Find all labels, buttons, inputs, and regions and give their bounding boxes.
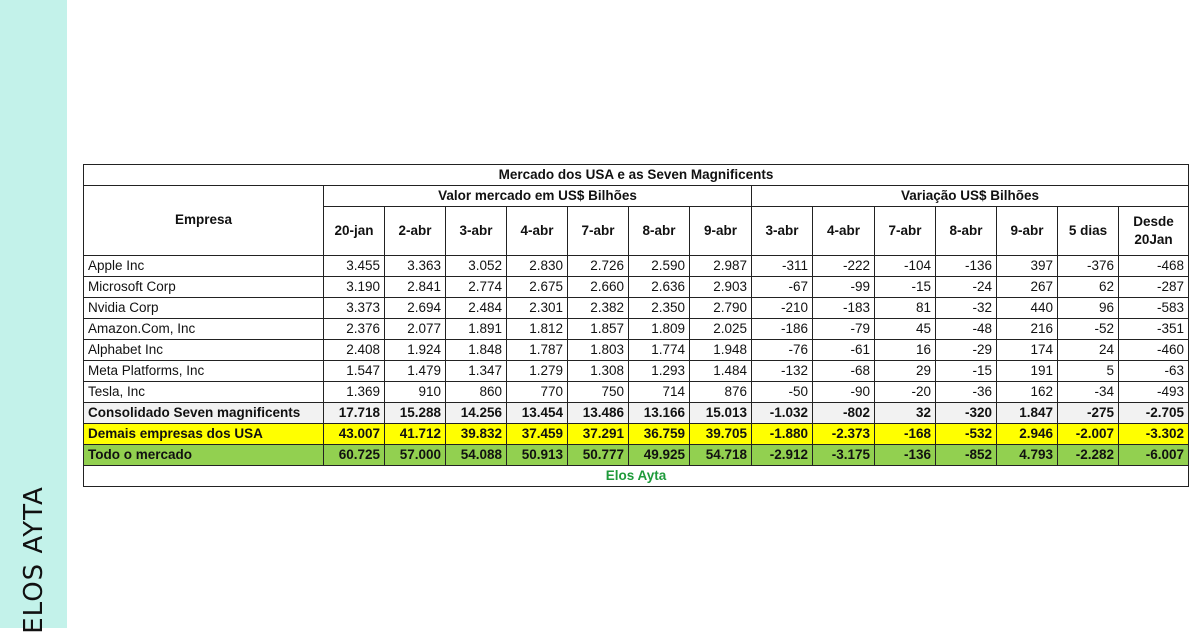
table-row	[84, 298, 1189, 319]
valor-cell: 750	[568, 382, 629, 403]
valor-cell: 714	[629, 382, 690, 403]
variacao-date-header: 7-abr	[875, 207, 936, 256]
variacao-cell: -3.302	[1119, 424, 1189, 445]
variacao-cell: 45	[875, 319, 936, 340]
variacao-date-header: 9-abr	[997, 207, 1058, 256]
variacao-cell: -1.032	[752, 403, 813, 424]
valor-cell: 2.408	[324, 340, 385, 361]
company-name: Demais empresas dos USA	[84, 424, 324, 445]
valor-cell: 13.486	[568, 403, 629, 424]
variacao-cell: -493	[1119, 382, 1189, 403]
valor-cell: 2.660	[568, 277, 629, 298]
valor-cell: 39.832	[446, 424, 507, 445]
valor-cell: 1.857	[568, 319, 629, 340]
valor-cell: 2.830	[507, 256, 568, 277]
valor-cell: 2.790	[690, 298, 752, 319]
variacao-cell: -1.880	[752, 424, 813, 445]
company-name: Microsoft Corp	[84, 277, 324, 298]
variacao-cell: 162	[997, 382, 1058, 403]
variacao-cell: -2.912	[752, 445, 813, 466]
variacao-cell: -132	[752, 361, 813, 382]
variacao-cell: -287	[1119, 277, 1189, 298]
valor-cell: 15.013	[690, 403, 752, 424]
variacao-date-header: 8-abr	[936, 207, 997, 256]
variacao-cell: -802	[813, 403, 875, 424]
valor-cell: 50.777	[568, 445, 629, 466]
valor-cell: 2.903	[690, 277, 752, 298]
variacao-cell: -136	[875, 445, 936, 466]
valor-cell: 2.025	[690, 319, 752, 340]
variacao-cell: -24	[936, 277, 997, 298]
valor-cell: 1.787	[507, 340, 568, 361]
variacao-cell: -532	[936, 424, 997, 445]
valor-cell: 2.350	[629, 298, 690, 319]
variacao-cell: -104	[875, 256, 936, 277]
valor-cell: 1.308	[568, 361, 629, 382]
variacao-cell: -2.282	[1058, 445, 1119, 466]
valor-cell: 1.479	[385, 361, 446, 382]
table-row	[84, 319, 1189, 340]
variacao-cell: 29	[875, 361, 936, 382]
variacao-cell: -32	[936, 298, 997, 319]
variacao-cell: 397	[997, 256, 1058, 277]
valor-cell: 1.369	[324, 382, 385, 403]
desde-header	[1119, 207, 1189, 256]
variacao-cell: 62	[1058, 277, 1119, 298]
variacao-group-header: Variação US$ Bilhões	[752, 186, 1189, 207]
valor-date-header: 8-abr	[629, 207, 690, 256]
summary-row-consol	[84, 403, 1189, 424]
valor-cell: 2.484	[446, 298, 507, 319]
variacao-cell: 16	[875, 340, 936, 361]
variacao-cell: -468	[1119, 256, 1189, 277]
variacao-cell: -136	[936, 256, 997, 277]
table-row	[84, 382, 1189, 403]
variacao-date-header: 4-abr	[813, 207, 875, 256]
variacao-cell: 267	[997, 277, 1058, 298]
variacao-cell: 191	[997, 361, 1058, 382]
valor-cell: 49.925	[629, 445, 690, 466]
valor-cell: 1.279	[507, 361, 568, 382]
valor-cell: 39.705	[690, 424, 752, 445]
valor-cell: 3.373	[324, 298, 385, 319]
variacao-cell: -34	[1058, 382, 1119, 403]
variacao-cell: -61	[813, 340, 875, 361]
variacao-cell: -168	[875, 424, 936, 445]
empresa-header: Empresa	[84, 186, 324, 256]
table-row	[84, 361, 1189, 382]
variacao-cell: -50	[752, 382, 813, 403]
valor-cell: 2.694	[385, 298, 446, 319]
variacao-cell: -79	[813, 319, 875, 340]
variacao-cell: -6.007	[1119, 445, 1189, 466]
desde-line2: 20Jan	[1134, 232, 1173, 247]
valor-cell: 876	[690, 382, 752, 403]
valor-cell: 860	[446, 382, 507, 403]
company-name: Meta Platforms, Inc	[84, 361, 324, 382]
valor-cell: 2.841	[385, 277, 446, 298]
valor-cell: 1.809	[629, 319, 690, 340]
summary-row-demais	[84, 424, 1189, 445]
variacao-cell: -20	[875, 382, 936, 403]
variacao-cell: -460	[1119, 340, 1189, 361]
valor-date-header: 7-abr	[568, 207, 629, 256]
table-footer-credit: Elos Ayta	[84, 466, 1189, 487]
valor-cell: 2.301	[507, 298, 568, 319]
valor-date-header: 2-abr	[385, 207, 446, 256]
valor-cell: 41.712	[385, 424, 446, 445]
valor-cell: 54.088	[446, 445, 507, 466]
company-name: Nvidia Corp	[84, 298, 324, 319]
valor-cell: 1.347	[446, 361, 507, 382]
variacao-cell: -3.175	[813, 445, 875, 466]
variacao-cell: -2.007	[1058, 424, 1119, 445]
variacao-cell: -183	[813, 298, 875, 319]
valor-cell: 43.007	[324, 424, 385, 445]
variacao-cell: -15	[875, 277, 936, 298]
valor-cell: 2.774	[446, 277, 507, 298]
variacao-cell: 5	[1058, 361, 1119, 382]
variacao-cell: 216	[997, 319, 1058, 340]
valor-cell: 37.291	[568, 424, 629, 445]
summary-row-todo	[84, 445, 1189, 466]
valor-date-header: 20-jan	[324, 207, 385, 256]
variacao-cell: 32	[875, 403, 936, 424]
market-table	[83, 164, 1189, 487]
variacao-date-header: 5 dias	[1058, 207, 1119, 256]
valor-cell: 1.948	[690, 340, 752, 361]
valor-cell: 17.718	[324, 403, 385, 424]
valor-date-header: 4-abr	[507, 207, 568, 256]
valor-cell: 57.000	[385, 445, 446, 466]
valor-cell: 1.848	[446, 340, 507, 361]
valor-cell: 1.547	[324, 361, 385, 382]
valor-cell: 3.363	[385, 256, 446, 277]
valor-group-header: Valor mercado em US$ Bilhões	[324, 186, 752, 207]
variacao-cell: -852	[936, 445, 997, 466]
variacao-cell: 174	[997, 340, 1058, 361]
valor-cell: 3.052	[446, 256, 507, 277]
variacao-cell: -583	[1119, 298, 1189, 319]
variacao-cell: -2.705	[1119, 403, 1189, 424]
valor-cell: 1.812	[507, 319, 568, 340]
company-name: Alphabet Inc	[84, 340, 324, 361]
valor-cell: 2.726	[568, 256, 629, 277]
valor-cell: 1.803	[568, 340, 629, 361]
valor-cell: 50.913	[507, 445, 568, 466]
variacao-cell: 96	[1058, 298, 1119, 319]
valor-cell: 1.293	[629, 361, 690, 382]
table-row	[84, 256, 1189, 277]
valor-date-header: 3-abr	[446, 207, 507, 256]
variacao-cell: 440	[997, 298, 1058, 319]
variacao-cell: -311	[752, 256, 813, 277]
variacao-cell: -186	[752, 319, 813, 340]
company-name: Todo o mercado	[84, 445, 324, 466]
table-title: Mercado dos USA e as Seven Magnificents	[84, 165, 1189, 186]
valor-cell: 1.484	[690, 361, 752, 382]
valor-cell: 1.891	[446, 319, 507, 340]
variacao-date-header: 3-abr	[752, 207, 813, 256]
valor-cell: 770	[507, 382, 568, 403]
valor-cell: 36.759	[629, 424, 690, 445]
valor-cell: 14.256	[446, 403, 507, 424]
variacao-cell: -320	[936, 403, 997, 424]
table-row	[84, 277, 1189, 298]
valor-cell: 37.459	[507, 424, 568, 445]
variacao-cell: -36	[936, 382, 997, 403]
valor-cell: 13.166	[629, 403, 690, 424]
valor-cell: 3.190	[324, 277, 385, 298]
valor-cell: 2.382	[568, 298, 629, 319]
valor-cell: 2.077	[385, 319, 446, 340]
variacao-cell: -68	[813, 361, 875, 382]
variacao-cell: 2.946	[997, 424, 1058, 445]
valor-cell: 60.725	[324, 445, 385, 466]
variacao-cell: 81	[875, 298, 936, 319]
valor-cell: 2.987	[690, 256, 752, 277]
variacao-cell: -351	[1119, 319, 1189, 340]
variacao-cell: -15	[936, 361, 997, 382]
valor-cell: 2.590	[629, 256, 690, 277]
desde-line1: Desde	[1133, 214, 1174, 229]
valor-cell: 54.718	[690, 445, 752, 466]
valor-cell: 13.454	[507, 403, 568, 424]
company-name: Amazon.Com, Inc	[84, 319, 324, 340]
valor-cell: 1.924	[385, 340, 446, 361]
side-watermark-label: ELOS AYTA	[19, 486, 49, 634]
variacao-cell: -376	[1058, 256, 1119, 277]
valor-cell: 3.455	[324, 256, 385, 277]
company-name: Apple Inc	[84, 256, 324, 277]
variacao-cell: -2.373	[813, 424, 875, 445]
variacao-cell: -275	[1058, 403, 1119, 424]
valor-cell: 2.376	[324, 319, 385, 340]
table-row	[84, 340, 1189, 361]
variacao-cell: 4.793	[997, 445, 1058, 466]
variacao-cell: 1.847	[997, 403, 1058, 424]
variacao-cell: -52	[1058, 319, 1119, 340]
variacao-cell: -67	[752, 277, 813, 298]
variacao-cell: -210	[752, 298, 813, 319]
valor-cell: 1.774	[629, 340, 690, 361]
valor-cell: 2.636	[629, 277, 690, 298]
variacao-cell: -222	[813, 256, 875, 277]
valor-date-header: 9-abr	[690, 207, 752, 256]
company-name: Consolidado Seven magnificents	[84, 403, 324, 424]
variacao-cell: -99	[813, 277, 875, 298]
company-name: Tesla, Inc	[84, 382, 324, 403]
valor-cell: 910	[385, 382, 446, 403]
variacao-cell: 24	[1058, 340, 1119, 361]
variacao-cell: -29	[936, 340, 997, 361]
variacao-cell: -63	[1119, 361, 1189, 382]
variacao-cell: -90	[813, 382, 875, 403]
variacao-cell: -76	[752, 340, 813, 361]
variacao-cell: -48	[936, 319, 997, 340]
valor-cell: 2.675	[507, 277, 568, 298]
valor-cell: 15.288	[385, 403, 446, 424]
